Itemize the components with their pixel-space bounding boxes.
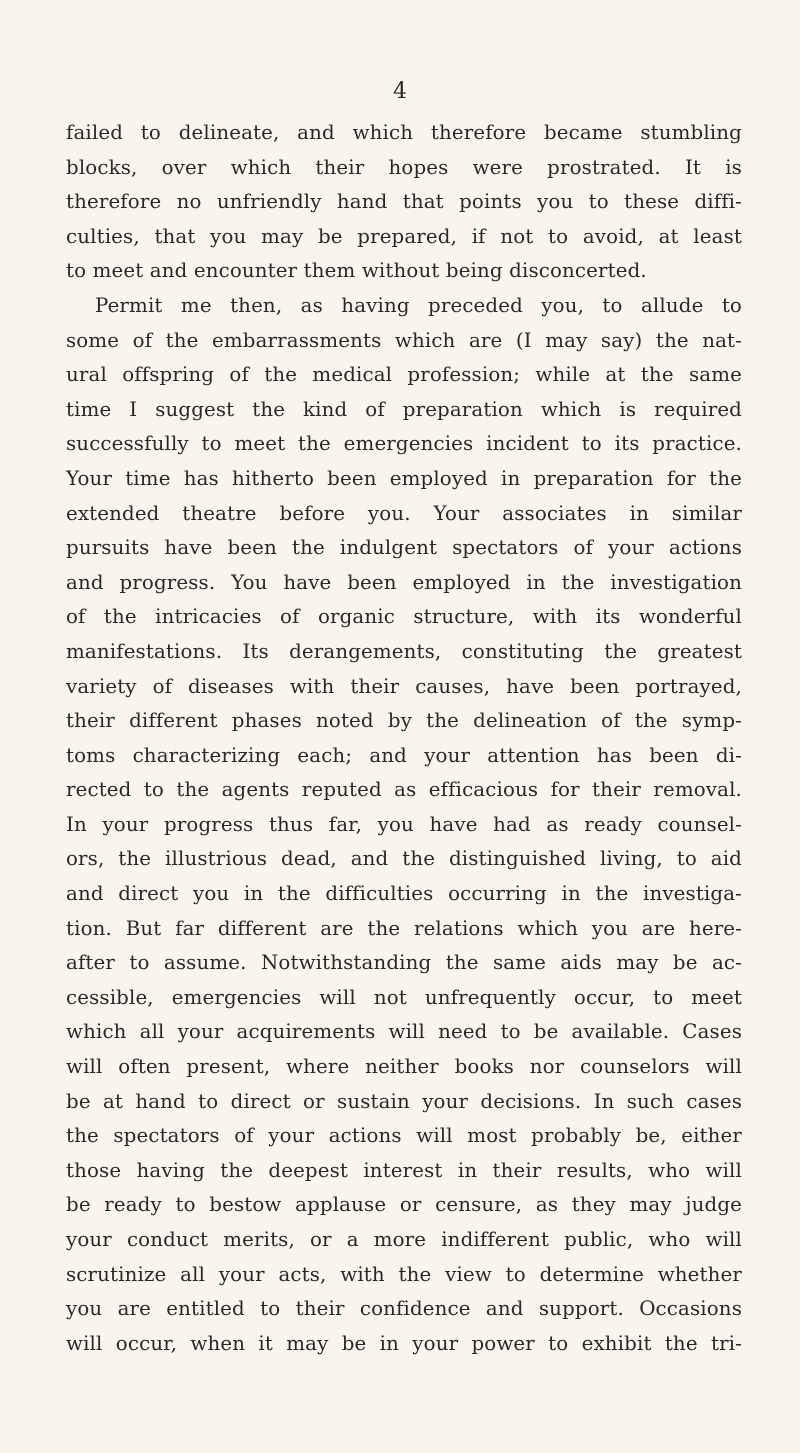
- text-line: cessible, emergencies will not unfrequently occur, to meet: [66, 985, 742, 1009]
- body-text: [66, 116, 742, 1361]
- text-line: the spectators of your actions will most probably be, either: [66, 1124, 742, 1148]
- text-line: variety of diseases with their causes, have been portrayed,: [66, 674, 742, 698]
- text-line: which all your acquirements will need to be available. Cases: [66, 1020, 742, 1044]
- text-line: ural offspring of the medical profession; while at the same: [66, 363, 742, 387]
- text-line: to meet and encounter them without being disconcerted.: [66, 259, 647, 283]
- text-line: and progress. You have been employed in the investigation: [66, 570, 742, 594]
- text-line: pursuits have been the indulgent spectators of your actions: [66, 536, 742, 560]
- text-line: culties, that you may be prepared, if not to avoid, at least: [66, 224, 742, 248]
- text-line: Your time has hitherto been employed in preparation for the: [66, 466, 742, 490]
- text-line: ors, the illustrious dead, and the distinguished living, to aid: [66, 847, 742, 871]
- text-line: their different phases noted by the delineation of the symp-: [66, 709, 742, 733]
- text-line: will occur, when it may be in your power to exhibit the tri-: [66, 1331, 742, 1355]
- text-line: will often present, where neither books nor counselors will: [66, 1055, 742, 1079]
- text-line: of the intricacies of organic structure, with its wonderful: [66, 605, 742, 629]
- text-line: you are entitled to their confidence and support. Occasions: [66, 1297, 742, 1321]
- text-line: scrutinize all your acts, with the view to determine whether: [66, 1262, 742, 1286]
- text-line: Permit me then, as having preceded you, to allude to: [95, 293, 742, 317]
- text-line: after to assume. Notwithstanding the same aids may be ac-: [66, 951, 742, 975]
- text-line: successfully to meet the emergencies incident to its practice.: [66, 432, 742, 456]
- text-line: blocks, over which their hopes were prostrated. It is: [66, 155, 742, 179]
- text-line: toms characterizing each; and your attention has been di-: [66, 743, 742, 767]
- text-line: be at hand to direct or sustain your decisions. In such cases: [66, 1089, 742, 1113]
- text-line: time I suggest the kind of preparation which is required: [66, 397, 742, 421]
- text-line: extended theatre before you. Your associates in similar: [66, 501, 742, 525]
- text-line: therefore no unfriendly hand that points you to these diffi-: [66, 190, 742, 214]
- text-line: your conduct merits, or a more indifferent public, who will: [66, 1228, 742, 1251]
- text-line: and direct you in the difficulties occurring in the investiga-: [66, 882, 742, 906]
- text-line: manifestations. Its derangements, constituting the greatest: [66, 639, 742, 663]
- page-number: 4: [393, 79, 407, 104]
- text-line: those having the deepest interest in their results, who will: [66, 1158, 742, 1182]
- text-line: some of the embarrassments which are (I may say) the nat-: [66, 328, 742, 352]
- text-line: be ready to bestow applause or censure, as they may judge: [66, 1193, 742, 1217]
- text-line: tion. But far different are the relations which you are here-: [66, 916, 742, 940]
- text-line: rected to the agents reputed as efficacious for their removal.: [66, 778, 742, 802]
- text-line: failed to delineate, and which therefore became stumbling: [66, 121, 742, 144]
- text-line: In your progress thus far, you have had as ready counsel-: [66, 812, 742, 836]
